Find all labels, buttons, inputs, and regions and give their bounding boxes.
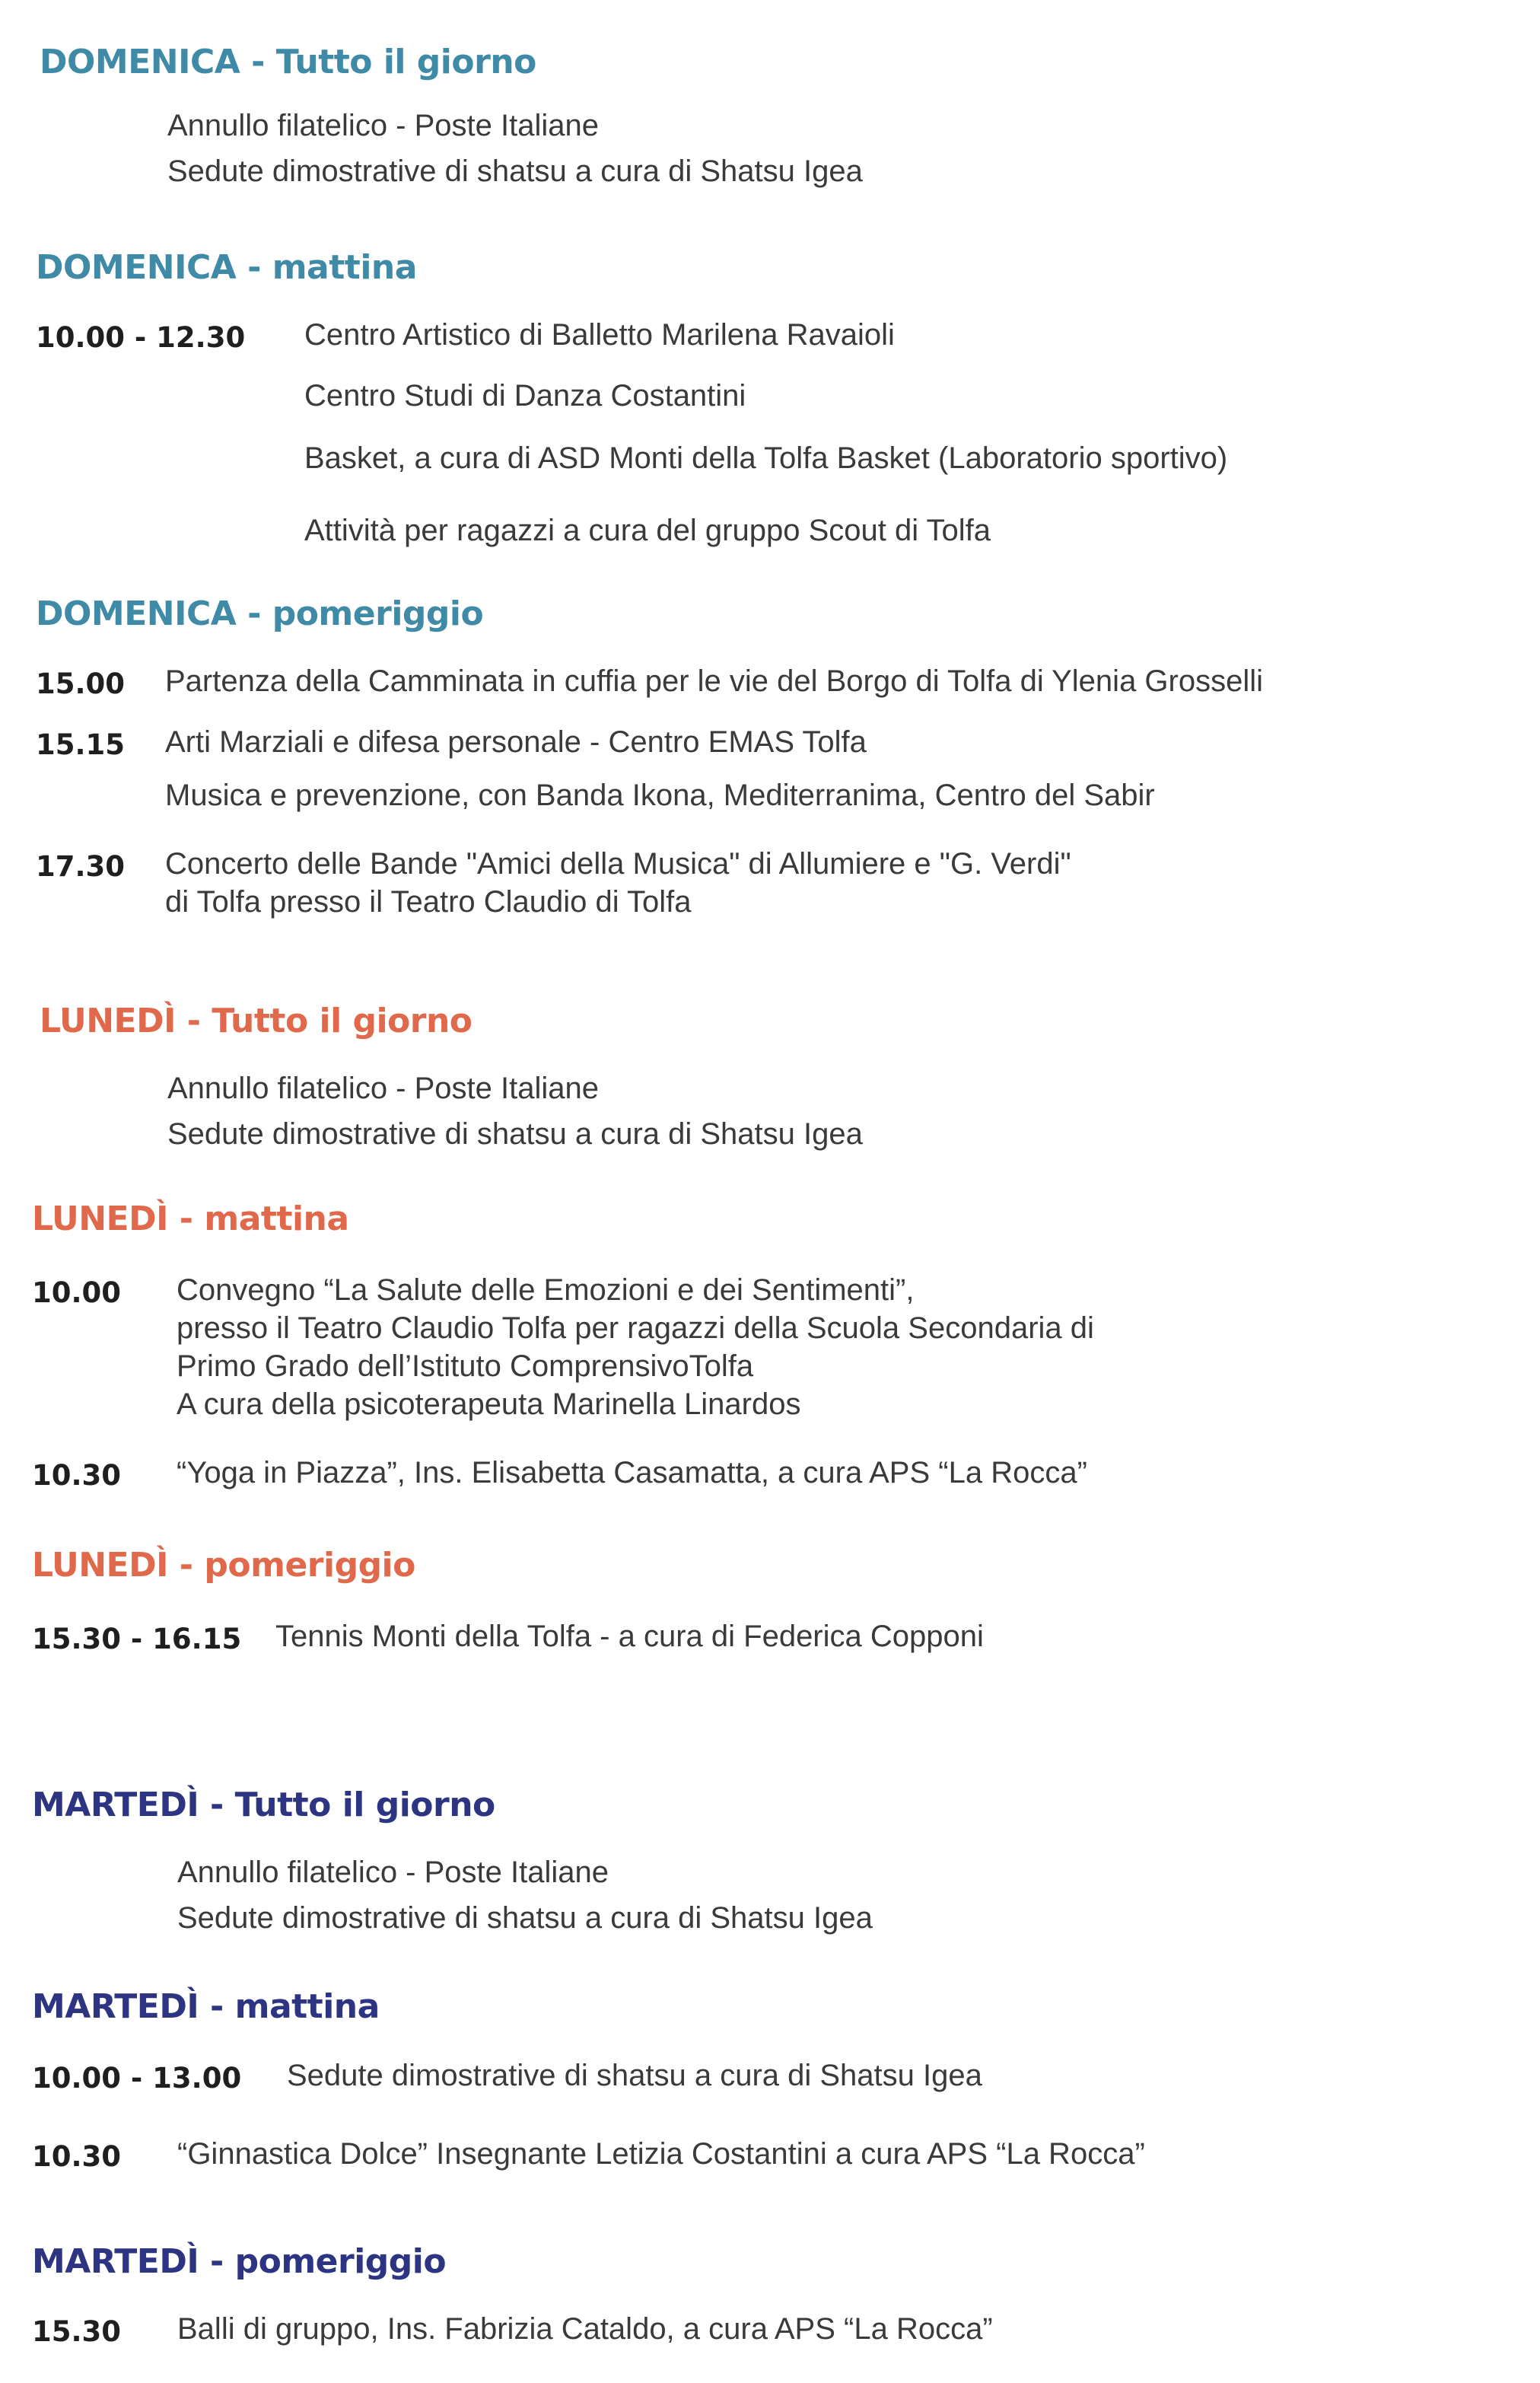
lunedi-morning-event-1-line-3: Primo Grado dell’Istituto ComprensivoTolfa xyxy=(177,1349,754,1383)
domenica-afternoon-time-1: 15.00 xyxy=(36,667,126,700)
martedi-afternoon-heading: MARTEDÌ - pomeriggio xyxy=(32,2242,447,2281)
lunedi-morning-event-1-line-4: A cura della psicoterapeuta Marinella Linardos xyxy=(177,1387,801,1421)
martedi-afternoon-time-1: 15.30 xyxy=(32,2315,122,2348)
martedi-morning-event-2: “Ginnastica Dolce” Insegnante Letizia Costantini a cura APS “La Rocca” xyxy=(177,2137,1145,2171)
domenica-afternoon-event-2: Arti Marziali e difesa personale - Centro EMAS Tolfa xyxy=(165,725,867,759)
lunedi-afternoon-time-1: 15.30 - 16.15 xyxy=(32,1623,242,1655)
martedi-allday-item-1: Annullo filatelico - Poste Italiane xyxy=(177,1856,609,1889)
martedi-allday-item-2: Sedute dimostrative di shatsu a cura di Shatsu Igea xyxy=(177,1901,873,1935)
lunedi-afternoon-heading: LUNEDÌ - pomeriggio xyxy=(32,1546,415,1585)
lunedi-allday-item-1: Annullo filatelico - Poste Italiane xyxy=(167,1072,599,1105)
domenica-morning-item-1: Centro Artistico di Balletto Marilena Ravaioli xyxy=(304,318,895,352)
domenica-afternoon-event-4-line-1: Concerto delle Bande "Amici della Musica" di Allumiere e "G. Verdi" xyxy=(165,847,1071,881)
lunedi-morning-event-1-line-2: presso il Teatro Claudio Tolfa per ragazzi della Scuola Secondaria di xyxy=(177,1311,1094,1345)
domenica-afternoon-event-1: Partenza della Camminata in cuffia per le vie del Borgo di Tolfa di Ylenia Grosselli xyxy=(165,664,1264,698)
domenica-afternoon-time-2: 15.15 xyxy=(36,728,126,761)
domenica-allday-item-1: Annullo filatelico - Poste Italiane xyxy=(167,109,599,142)
lunedi-morning-heading: LUNEDÌ - mattina xyxy=(32,1199,349,1238)
domenica-morning-item-4: Attività per ragazzi a cura del gruppo Scout di Tolfa xyxy=(304,514,991,547)
domenica-afternoon-event-4-line-2: di Tolfa presso il Teatro Claudio di Tolfa xyxy=(165,885,692,919)
martedi-afternoon-event-1: Balli di gruppo, Ins. Fabrizia Cataldo, a cura APS “La Rocca” xyxy=(177,2312,993,2346)
lunedi-allday-item-2: Sedute dimostrative di shatsu a cura di Shatsu Igea xyxy=(167,1117,863,1151)
domenica-afternoon-time-4: 17.30 xyxy=(36,850,126,883)
lunedi-allday-heading: LUNEDÌ - Tutto il giorno xyxy=(40,1002,473,1040)
domenica-allday-heading: DOMENICA - Tutto il giorno xyxy=(40,43,536,81)
lunedi-morning-event-1-line-1: Convegno “La Salute delle Emozioni e dei Sentimenti”, xyxy=(177,1273,915,1307)
domenica-afternoon-event-3: Musica e prevenzione, con Banda Ikona, Mediterranima, Centro del Sabir xyxy=(165,779,1155,812)
domenica-morning-time: 10.00 - 12.30 xyxy=(36,321,246,354)
martedi-morning-time-1: 10.00 - 13.00 xyxy=(32,2062,242,2095)
martedi-morning-time-2: 10.30 xyxy=(32,2140,122,2173)
martedi-morning-event-1: Sedute dimostrative di shatsu a cura di Shatsu Igea xyxy=(287,2059,982,2092)
domenica-allday-item-2: Sedute dimostrative di shatsu a cura di Shatsu Igea xyxy=(167,155,863,188)
martedi-allday-heading: MARTEDÌ - Tutto il giorno xyxy=(32,1786,495,1824)
martedi-morning-heading: MARTEDÌ - mattina xyxy=(32,1987,380,2026)
lunedi-afternoon-event-1: Tennis Monti della Tolfa - a cura di Federica Copponi xyxy=(275,1620,984,1653)
domenica-morning-item-2: Centro Studi di Danza Costantini xyxy=(304,379,746,413)
domenica-morning-heading: DOMENICA - mattina xyxy=(36,248,417,287)
domenica-morning-item-3: Basket, a cura di ASD Monti della Tolfa Basket (Laboratorio sportivo) xyxy=(304,441,1228,475)
lunedi-morning-event-2: “Yoga in Piazza”, Ins. Elisabetta Casamatta, a cura APS “La Rocca” xyxy=(177,1456,1087,1489)
lunedi-morning-time-2: 10.30 xyxy=(32,1459,122,1492)
domenica-afternoon-heading: DOMENICA - pomeriggio xyxy=(36,594,484,633)
lunedi-morning-time-1: 10.00 xyxy=(32,1276,122,1309)
